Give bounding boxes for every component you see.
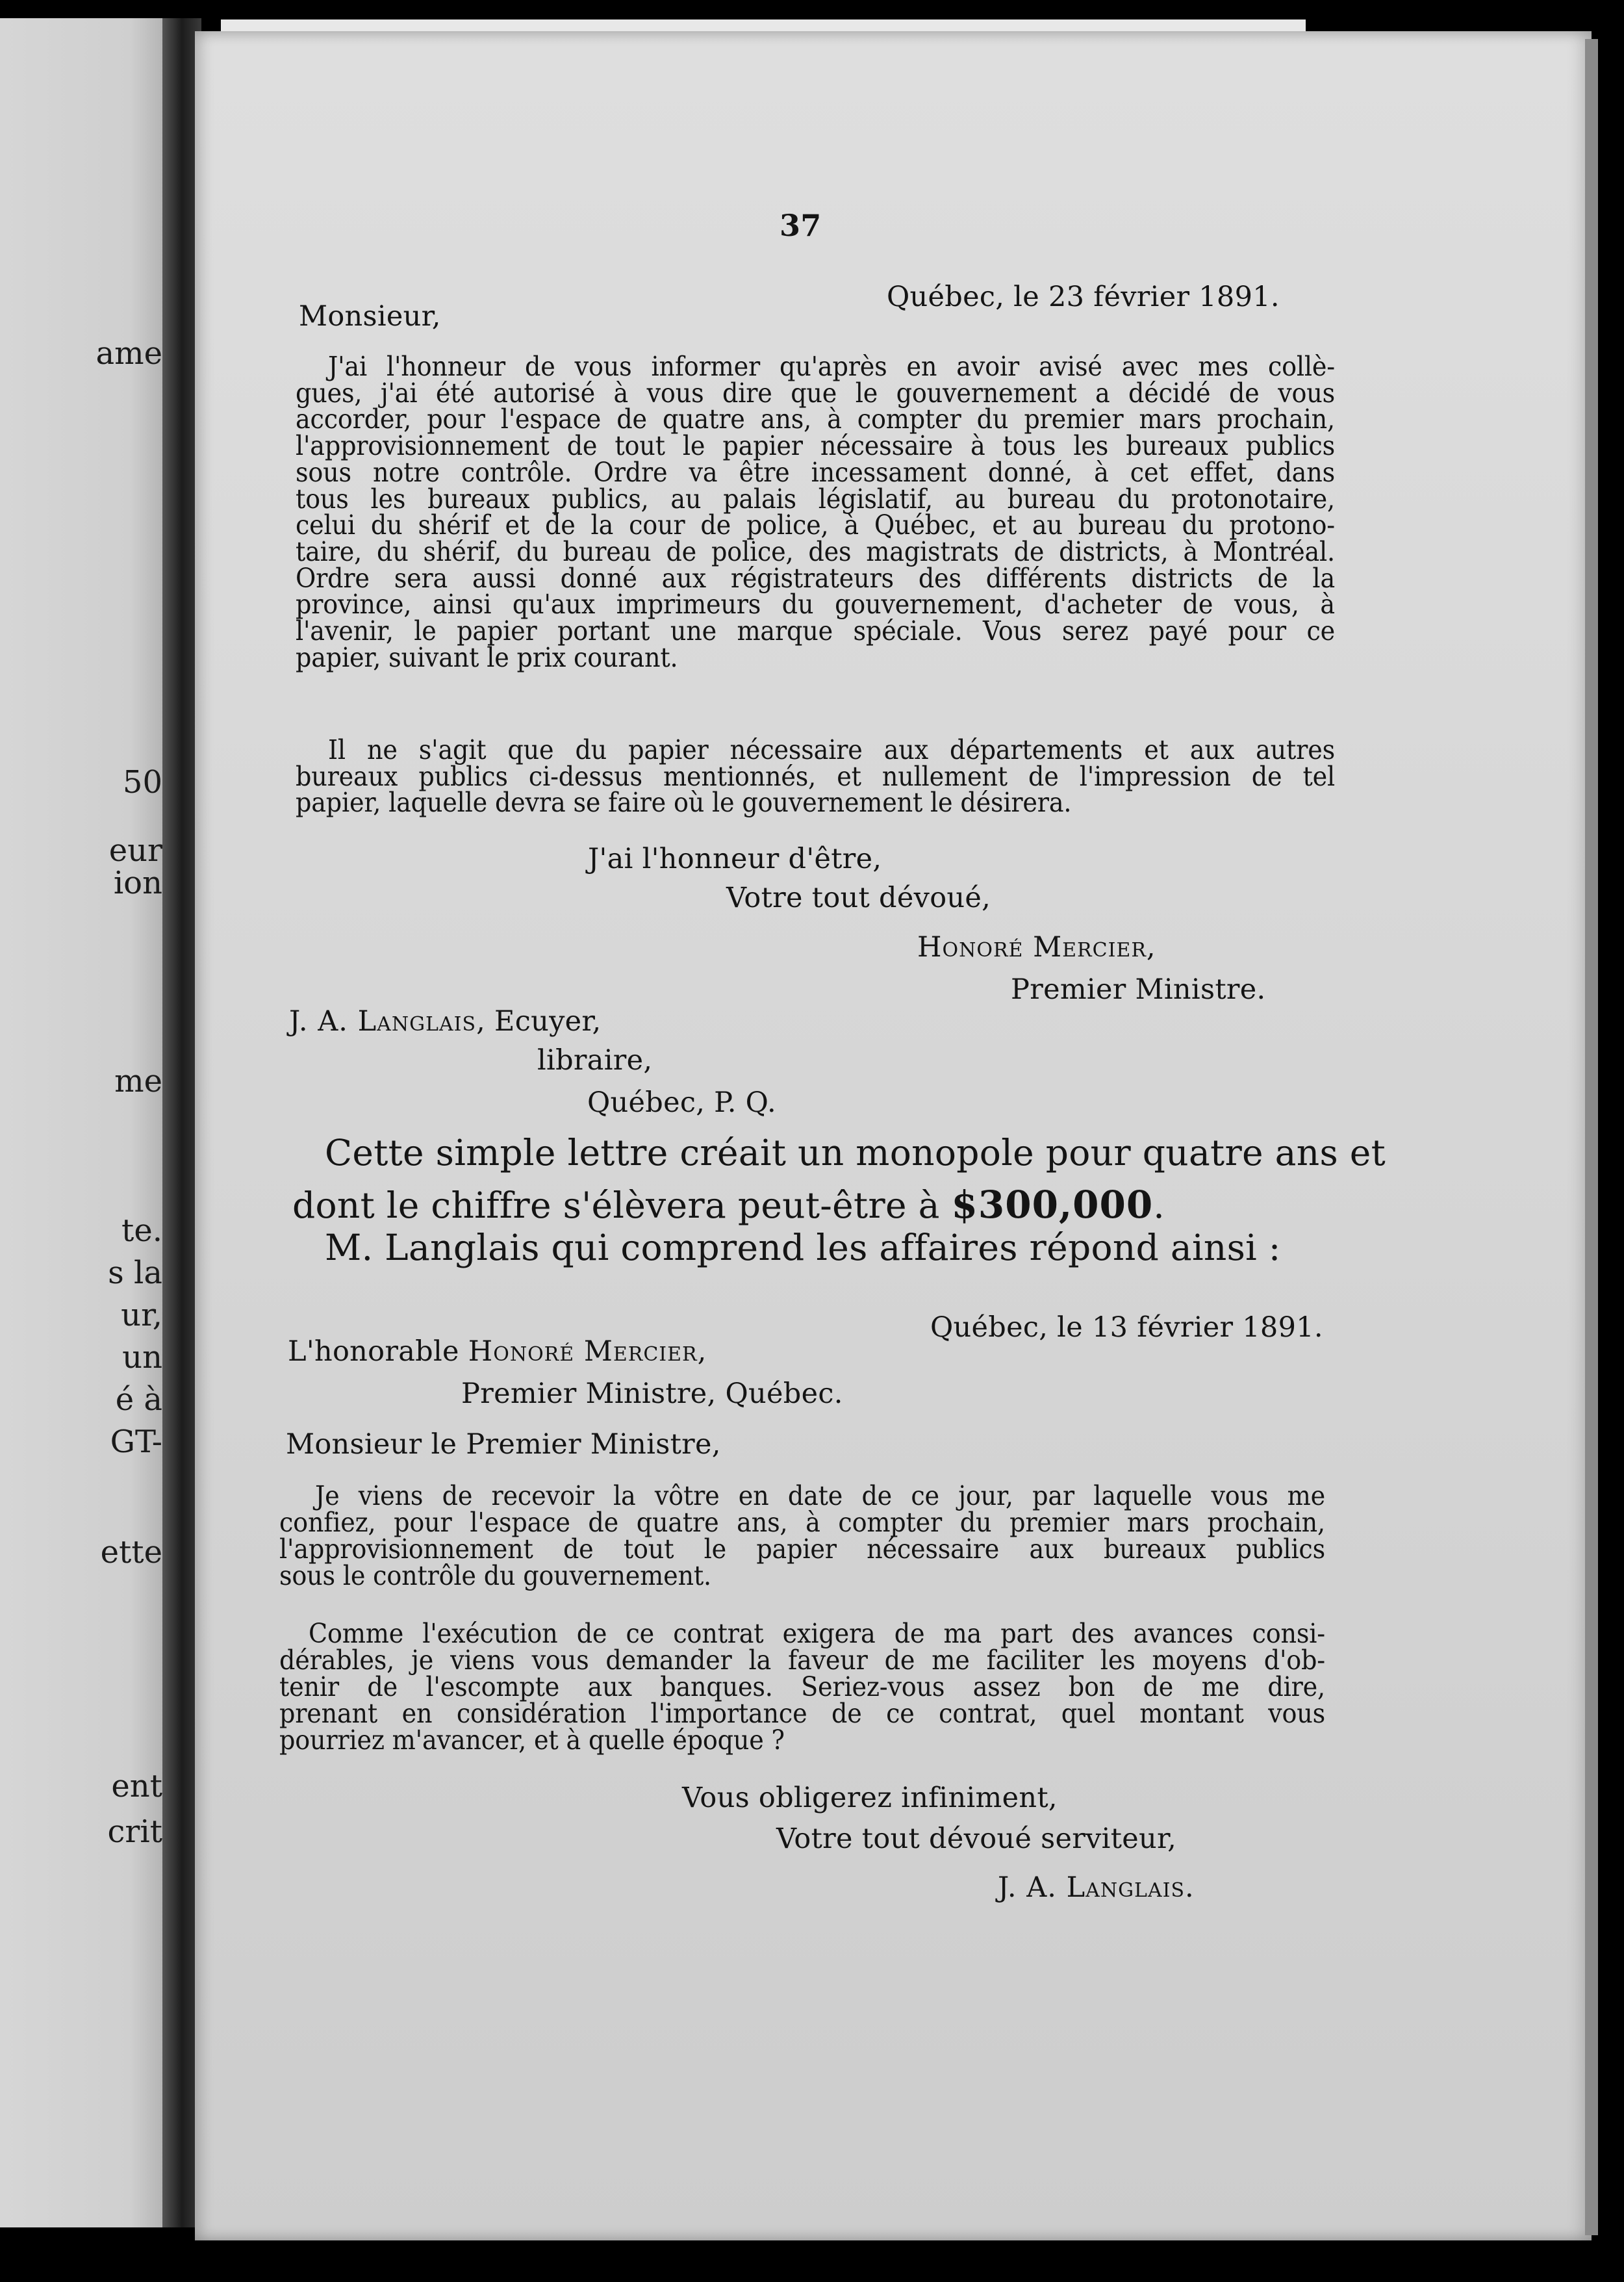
text-line: papier, laquelle devra se faire où le gouvernement le désirera.	[296, 787, 1072, 819]
left-page-fragment: ette	[100, 1534, 162, 1570]
letter1-addressee-line-1	[289, 1005, 602, 1038]
text-line: tenir de l'escompte aux banques. Seriez-vous assez bon de me dire,	[279, 1671, 1325, 1702]
commentary-line-2	[292, 1183, 1165, 1227]
left-page-fragment: un	[122, 1339, 162, 1376]
left-facing-page	[0, 18, 162, 2227]
text-line: confiez, pour l'espace de quatre ans, à compter du premier mars prochain,	[279, 1507, 1325, 1538]
text-line: gues, j'ai été autorisé à vous dire que le gouvernement a décidé de vous	[296, 377, 1335, 409]
left-page-fragment: ion	[113, 865, 162, 901]
letter2-closing-1: Vous obligerez infiniment,	[682, 1782, 1058, 1814]
left-page-fragment: ur,	[121, 1297, 162, 1333]
left-page-fragment: s la	[108, 1255, 162, 1291]
letter1-signature: Honoré Mercier,	[917, 931, 1156, 964]
text-line: l'avenir, le papier portant une marque spéciale. Vous serez payé pour ce	[296, 615, 1335, 647]
commentary-line-3: M. Langlais qui comprend les affaires répond ainsi :	[325, 1227, 1281, 1268]
letter2-addressee-line-2: Premier Ministre, Québec.	[461, 1378, 843, 1410]
left-page-fragment: crit	[107, 1814, 162, 1850]
letter2-salutation: Monsieur le Premier Ministre,	[286, 1428, 721, 1461]
left-page-fragment: 50	[122, 764, 162, 801]
text-line: papier, suivant le prix courant.	[296, 641, 678, 673]
text-line: prenant en considération l'importance de ce contrat, quel montant vous	[279, 1698, 1325, 1729]
text-line: province, ainsi qu'aux imprimeurs du gouvernement, d'acheter de vous, à	[296, 589, 1335, 621]
commentary-line-2-text: dont le chiffre s'élèvera peut-être à	[292, 1185, 952, 1226]
addressee-suffix: , Ecuyer,	[476, 1005, 602, 1038]
text-line: J'ai l'honneur de vous informer qu'après en avoir avisé avec mes collè-	[328, 351, 1335, 382]
left-page-fragment: me	[114, 1063, 162, 1099]
text-line: dérables, je viens vous demander la faveur de me faciliter les moyens d'ob-	[279, 1645, 1325, 1676]
text-line: bureaux publics ci-dessus mentionnés, et nullement de l'impression de tel	[296, 760, 1335, 792]
text-line: sous notre contrôle. Ordre va être incessament donné, à cet effet, dans	[296, 456, 1335, 488]
text-line: accorder, pour l'espace de quatre ans, à compter du premier mars prochain,	[296, 404, 1335, 435]
left-page-fragment: ame	[95, 335, 162, 372]
left-page-fragment: te.	[121, 1212, 162, 1249]
page-number: 37	[780, 208, 822, 243]
addressee-comma: ,	[697, 1335, 707, 1368]
text-line: sous le contrôle du gouvernement.	[279, 1560, 711, 1591]
left-page-fragment: GT-	[110, 1424, 162, 1460]
page-right-edge	[1585, 39, 1598, 2235]
letter2-addressee-line-1	[288, 1335, 707, 1368]
text-line: Je viens de recevoir la vôtre en date de ce jour, par laquelle vous me	[315, 1480, 1325, 1511]
letter1-addressee-line-3: Québec, P. Q.	[587, 1086, 777, 1119]
letter1-closing-1: J'ai l'honneur d'être,	[588, 843, 882, 875]
letter1-salutation: Monsieur,	[299, 300, 441, 333]
commentary-line-1: Cette simple lettre créait un monopole pour quatre ans et	[325, 1132, 1386, 1173]
text-line: Ordre sera aussi donné aux régistrateurs des différents districts de la	[296, 562, 1335, 594]
left-page-fragment: eur	[108, 832, 162, 869]
letter1-signature-title: Premier Ministre.	[1011, 973, 1266, 1006]
amount-figure: $300,000	[951, 1183, 1154, 1227]
letter1-date: Québec, le 23 février 1891.	[887, 281, 1280, 313]
letter1-addressee-line-2: libraire,	[537, 1044, 653, 1077]
text-line: Il ne s'agit que du papier nécessaire aux départements et aux autres	[328, 734, 1335, 765]
addressee-prefix: L'honorable	[288, 1335, 468, 1368]
commentary-line-2-period: .	[1153, 1185, 1165, 1226]
letter2-date: Québec, le 13 février 1891.	[930, 1311, 1323, 1344]
left-page-fragment: ent	[111, 1768, 162, 1804]
addressee-name: J. A. Langlais	[289, 1005, 477, 1038]
addressee-name: Honoré Mercier	[468, 1335, 698, 1368]
text-line: Comme l'exécution de ce contrat exigera de ma part des avances consi-	[309, 1618, 1325, 1649]
text-line: pourriez m'avancer, et à quelle époque ?	[279, 1724, 785, 1756]
text-line: l'approvisionnement de tout le papier nécessaire aux bureaux publics	[279, 1533, 1325, 1565]
text-line: tous les bureaux publics, au palais législatif, au bureau du protonotaire,	[296, 483, 1335, 515]
letter1-closing-2: Votre tout dévoué,	[726, 882, 991, 914]
text-line: celui du shérif et de la cour de police, à Québec, et au bureau du protono-	[296, 509, 1335, 541]
letter2-closing-2: Votre tout dévoué serviteur,	[776, 1823, 1177, 1855]
left-page-fragment: é à	[115, 1381, 162, 1418]
text-line: taire, du shérif, du bureau de police, des magistrats de districts, à Montréal.	[296, 535, 1335, 567]
text-line: l'approvisionnement de tout le papier nécessaire à tous les bureaux publics	[296, 430, 1335, 462]
letter2-signature: J. A. Langlais.	[998, 1871, 1195, 1904]
